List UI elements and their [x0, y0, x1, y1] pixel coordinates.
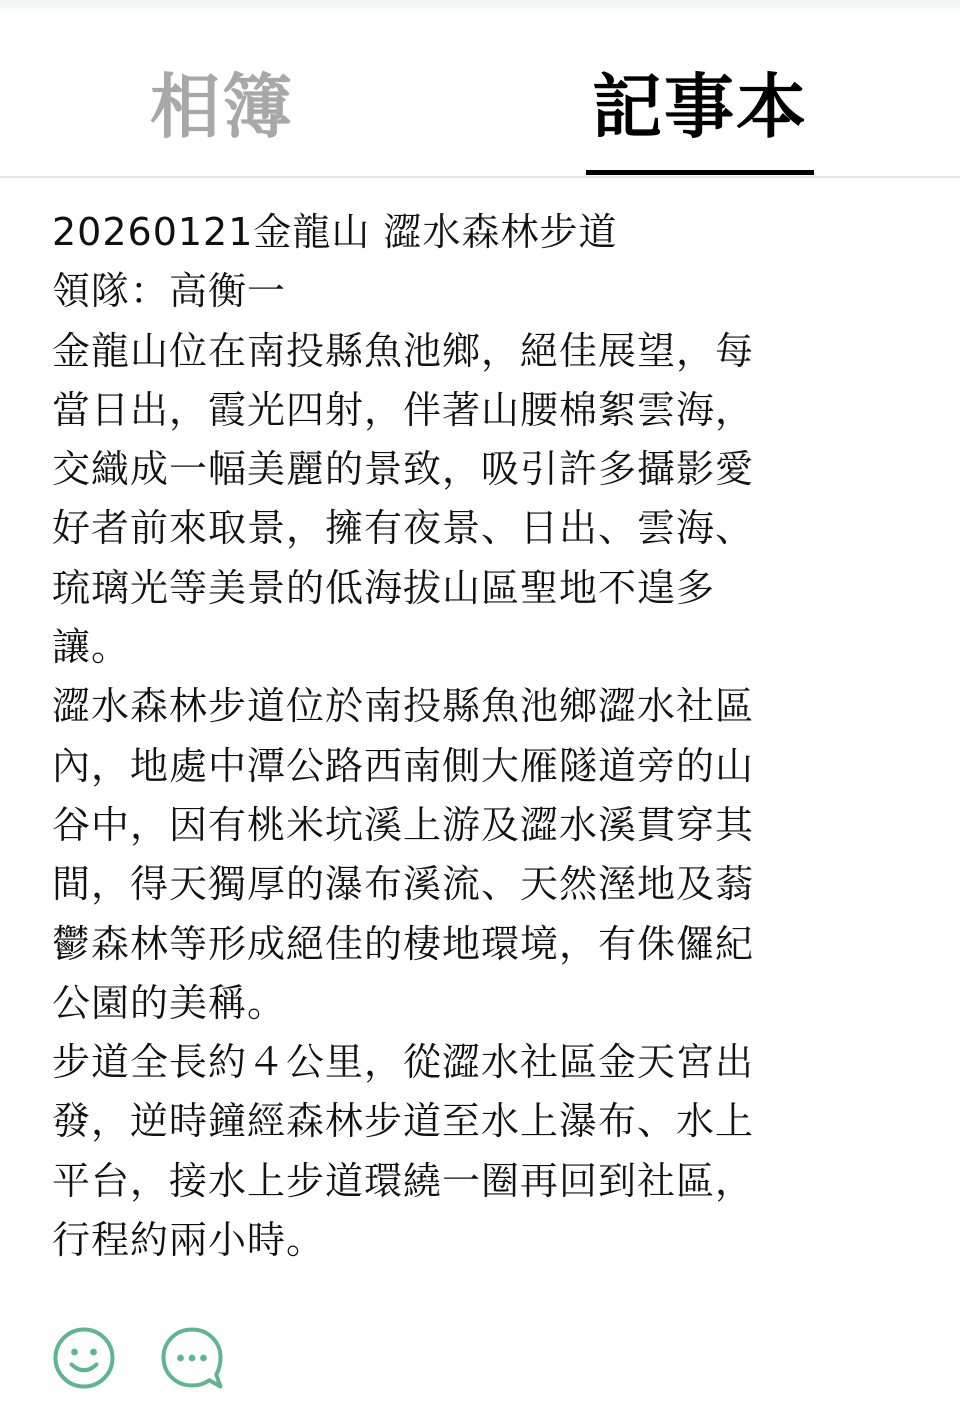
tab-bar — [0, 40, 960, 178]
comment-icon — [160, 1326, 224, 1390]
note-body-line: 步道全長約４公里，從澀水社區金天宮出 — [52, 1040, 755, 1085]
note-body-line: 公園的美稱。 — [52, 980, 287, 1025]
tab-notes[interactable]: 記事本 — [592, 66, 808, 148]
note-body-line: 當日出，霞光四射，伴著山腰棉絮雲海， — [52, 387, 755, 432]
note-body-line: 間，得天獨厚的瀑布溪流、天然溼地及蓊 — [52, 862, 755, 907]
note-content — [52, 203, 862, 1270]
note-body-line: 金龍山位在南投縣魚池鄉，絕佳展望，每 — [52, 328, 755, 373]
note-body-line: 鬱森林等形成絕佳的棲地環境，有侏儸紀 — [52, 921, 755, 966]
reaction-button[interactable] — [52, 1326, 116, 1390]
note-title-line: 20260121金龍山 澀水森林步道 — [52, 210, 618, 254]
note-body-line: 發，逆時鐘經森林步道至水上瀑布、水上 — [52, 1099, 755, 1144]
note-body-line: 琉璃光等美景的低海拔山區聖地不遑多 — [52, 565, 716, 610]
tab-album[interactable]: 相簿 — [150, 66, 294, 148]
note-actions — [52, 1326, 252, 1390]
note-body-line: 讓。 — [52, 625, 131, 670]
note-body-line: 平台，接水上步道環繞一圈再回到社區， — [52, 1158, 755, 1203]
note-body-line: 內，地處中潭公路西南側大雁隧道旁的山 — [52, 743, 755, 788]
note-body-line: 行程約兩小時。 — [52, 1218, 326, 1263]
top-status-fade — [0, 0, 960, 14]
note-leader-line: 領隊：高衡一 — [52, 269, 287, 314]
note-body-line: 交織成一幅美麗的景致，吸引許多攝影愛 — [52, 447, 755, 492]
comment-button[interactable] — [160, 1326, 224, 1390]
note-body-line: 好者前來取景，擁有夜景、日出、雲海、 — [52, 506, 755, 551]
smiley-icon — [52, 1326, 116, 1390]
active-tab-indicator — [586, 170, 814, 175]
note-body-line: 谷中，因有桃米坑溪上游及澀水溪貫穿其 — [52, 802, 755, 847]
note-body-line: 澀水森林步道位於南投縣魚池鄉澀水社區 — [52, 684, 755, 729]
